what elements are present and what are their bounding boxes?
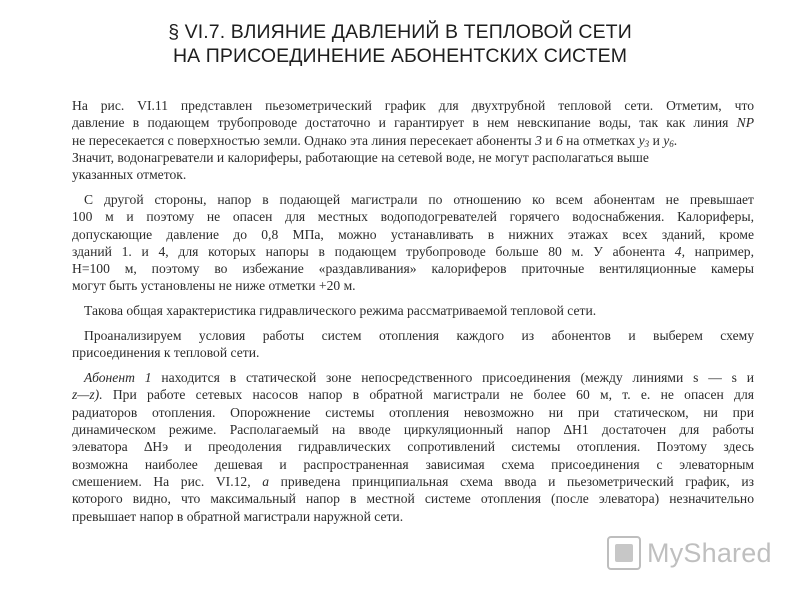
text-span: на отметках [562,132,639,148]
text-span: смешением. На рис. VI.12, [72,473,263,489]
figure-letter: а [262,473,269,489]
title-line-1: § VI.7. ВЛИЯНИЕ ДАВЛЕНИЙ В ТЕПЛОВОЙ СЕТИ [168,21,632,43]
text-line [72,386,754,403]
text-line: указанных отметок. [72,167,187,183]
text-line: элеватора ∆Нэ и преодоления гидравлических сопротивлений системы отопления. Поэтому здесь [72,439,754,455]
title-line-2: НА ПРИСОЕДИНЕНИЕ АБОНЕНТСКИХ СИСТЕМ [172,45,628,67]
text-line: превышает напор в обратной магистрали наружной сети. [72,508,404,524]
line-label-zz: z—z). [72,387,103,403]
line-label-np: NP [736,115,754,131]
watermark [607,536,772,570]
mark-subscript: 6 [669,138,674,149]
text-line: С другой стороны, напор в подающей магистрали по отношению ко всем абонентам не превышает [84,191,754,207]
paragraph-2 [72,191,754,295]
text-span: например, [684,243,754,259]
text-span: не пересекается с поверхностью земли. Однако эта линия пересекает абоненты [72,132,536,148]
text-span: и [649,132,664,148]
mark-subscript: 3 [644,138,650,149]
text-line [72,132,754,149]
text-line [72,473,754,490]
paragraph-4 [72,327,754,362]
text-span: . [673,132,678,148]
text-line: которого видно, что максимальный напор в местной системе отопления (после элеватора) незначительно [72,491,754,507]
subscriber-label: Абонент 1 [84,370,152,386]
text-span: При работе сетевых насосов напор в обратной магистрали не более 60 м, т. е. не опасен для [102,387,754,403]
text-line: присоединения к тепловой сети. [72,345,260,361]
text-line: динамическом режиме. Располагаемый на вводе циркуляционный напор ∆Н1 достаточен для работы [72,422,754,438]
paragraph-5 [72,369,754,525]
text-line [72,243,754,260]
text-line: Проанализируем условия работы систем отопления каждого из абонентов и выберем схему [84,328,754,344]
paragraph-3 [72,302,754,319]
text-line [72,97,754,114]
text-span: и [541,132,556,148]
paragraph-1 [72,97,754,183]
subscriber-number: 6 [555,132,563,148]
text-line: допускающие давление до 0,8 МПа, можно устанавливать в нижних этажах всех зданий, кроме [72,226,754,242]
subscriber-number: 4, [674,243,685,259]
text-line: могут быть установлены не ниже отметки +20 м. [72,278,356,294]
text-line: Значит, водонагреватели и калориферы, работающие на сетевой воде, не могут располагаться выше [72,149,649,165]
text-line: 100 м и поэтому не опасен для местных водоподогревателей горячего водоснабжения. Калориферы, [72,209,754,225]
page-title [0,20,800,68]
text-line [72,369,754,386]
text-line: возможна наиболее дешевая и распространенная зависимая схема присоединения с элеваторным [72,456,754,472]
myshared-logo-icon [607,536,641,570]
mark-symbol: y [638,132,645,148]
text-span: На рис. VI.11 представлен пьезометрический график для двухтрубной тепловой сети. Отметим, что [72,98,754,113]
text-span: находится в статической зоне непосредственного присоединения (между линиями s — s и [151,370,754,386]
text-span: давление в подающем трубопроводе достаточно и гарантирует в нем невскипание воды, так как линия [72,115,737,131]
mark-symbol: y [663,132,670,148]
subscriber-number: 3 [535,132,542,148]
text-span: зданий 1. и 4, для которых напоры в подающем трубопроводе больше 80 м. У абонента [72,243,675,259]
body-text [72,97,754,532]
text-span: приведена принципиальная схема ввода и пьезометрический график, из [268,473,754,489]
text-line [72,114,754,131]
watermark-text: MyShared [647,537,772,568]
text-line: Н=100 м, поэтому во избежание «раздавливания» калориферов приточные вентиляционные камеры [72,261,754,277]
text-line: Такова общая характеристика гидравлического режима рассматриваемой тепловой сети. [84,303,597,319]
text-line: радиаторов отопления. Опорожнение системы отопления невозможно ни при статическом, ни при [72,404,754,420]
